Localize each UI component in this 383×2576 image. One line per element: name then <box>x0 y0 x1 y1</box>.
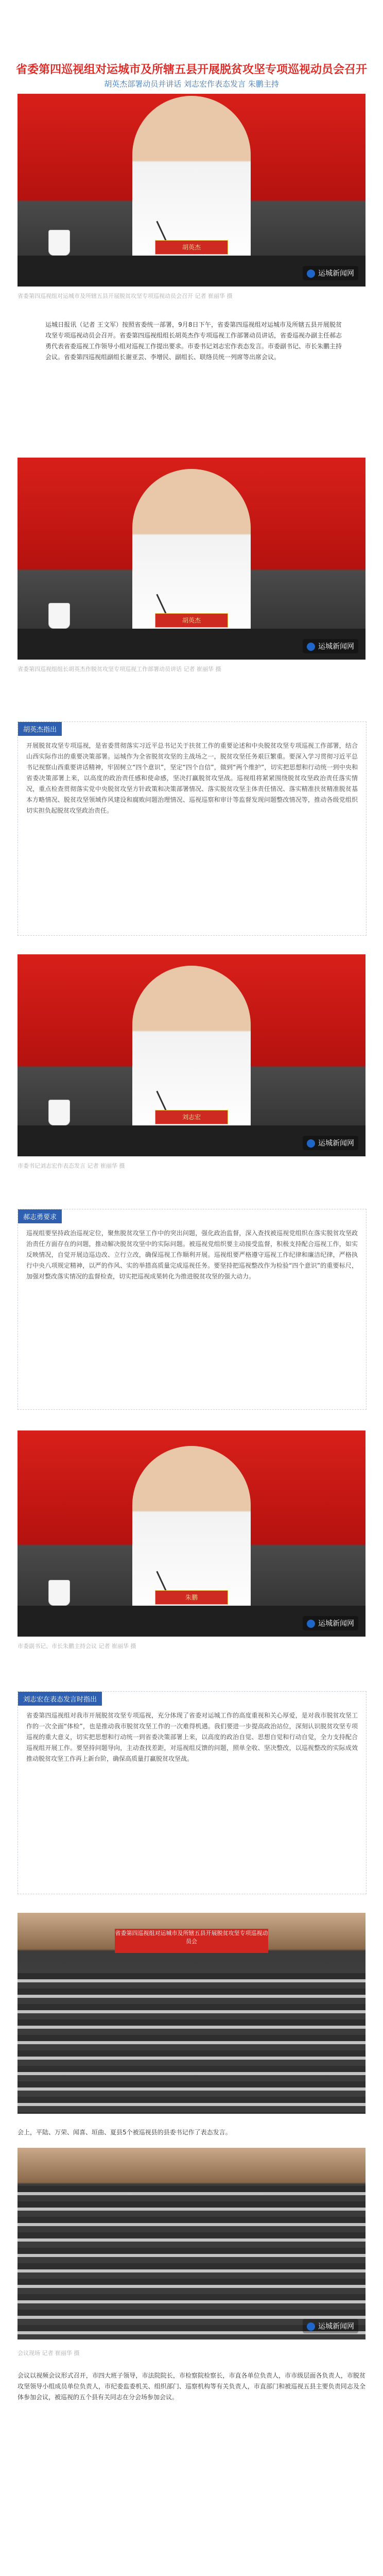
photo-caption: 省委第四巡视组对运城市及所辖五县开展脱贫攻坚专项巡视动员会召开 记者 崔丽华 摄 <box>18 293 233 299</box>
section-tag: 胡英杰指出 <box>18 722 62 736</box>
photo-caption: 市委副书记、市长朱鹏主持会议 记者 崔丽华 摄 <box>18 1643 136 1649</box>
tea-cup <box>48 603 70 629</box>
watermark-logo: 运城新闻网 <box>303 2319 358 2333</box>
news-logo-icon <box>307 1139 315 1148</box>
tea-cup <box>48 1580 70 1606</box>
watermark-logo: 运城新闻网 <box>303 266 358 280</box>
photo-meeting-speaker <box>18 94 365 287</box>
audience-rows <box>18 2186 365 2339</box>
watermark-logo: 运城新闻网 <box>303 1136 358 1150</box>
section-text: 开展脱贫攻坚专项巡视，是省委贯彻落实习近平总书记关于扶贫工作的重要论述和中央脱贫攻坚专项巡视工作部署，结合山西实际作出的重要决策部署。运城作为全省脱贫攻坚的主战场之一，脱贫攻坚任务艰巨繁重。要深入学习贯彻习近平总书记视察山西重要讲话精神，牢固树立“四个意识”，坚定“四个自信”，做到“两个维护”，切实把思想和行动统一到中央和省委决策部署上来，以高度的政治责任感和使命感，坚决打赢脱贫攻坚战。巡视组将紧紧围绕脱贫攻坚政治责任落实情况，重点检查贯彻落实党中央脱贫攻坚方针政策和决策部署情况、落实脱贫攻坚主体责任情况、落实精准扶贫精准脱贫基本方略情况、脱贫攻坚领域作风建设和腐败问题治理情况、巡视巡察和审计等监督发现问题整改情况等，推动各级党组织切实担负起脱贫攻坚政治责任。 <box>26 742 358 814</box>
quote-box <box>18 721 367 936</box>
photo-speech <box>18 1430 365 1637</box>
photo-speech <box>18 458 365 660</box>
nameplate: 刘志宏 <box>155 1110 228 1124</box>
news-logo-icon <box>307 2322 315 2331</box>
closing-paragraph: 会议以视频会议形式召开，市四大班子领导，市法院院长，市检察院检察长，市直各单位负责人，市市级层面各负责人，市脱贫攻坚领导小组成员单位负责人，市纪委监委机关、组织部门、巡察机构等有关负责人，市直部门和被巡视五县主要负责同志及全体参加会议，被巡视的五个县有关同志在分会场参加会议。 <box>18 2372 365 2401</box>
section-text: 省委第四巡视组对我市开展脱贫攻坚专项巡视，充分体现了省委对运城工作的高度重视和关心厚爱，是对我市脱贫攻坚工作的一次全面“体检”，也是推动我市脱贫攻坚工作的一次难得机遇。我们要进一步提高政治站位，深刻认识脱贫攻坚专项巡视的重大意义，切实把思想和行动统一到省委决策部署上来，以高度的政治自觉、思想自觉和行动自觉，全力支持配合巡视组开展工作。要坚持问题导向，主动查找差距，对巡视组反馈的问题，照单全收、坚决整改，以巡视整改的实际成效推动脱贫攻坚工作再上新台阶，确保高质量打赢脱贫攻坚战。 <box>26 1712 358 1762</box>
news-logo-icon <box>307 643 315 651</box>
article-subtitle: 胡英杰部署动员并讲话 刘志宏作表态发言 朱鹏主持 <box>104 79 279 89</box>
watermark-logo: 运城新闻网 <box>303 639 358 653</box>
nameplate: 朱鹏 <box>155 1590 228 1605</box>
meeting-banner: 省委第四巡视组对运城市及所辖五县开展脱贫攻坚专项巡视动员会 <box>115 1929 268 1953</box>
photo-meeting-hall <box>18 2148 365 2339</box>
tea-cup <box>48 1100 70 1125</box>
quote-box <box>18 1691 367 1894</box>
news-logo-icon <box>307 1620 315 1628</box>
watermark-logo: 运城新闻网 <box>303 1616 358 1630</box>
intro-paragraph: 运城日报讯（记者 王文军）按照省委统一部署，9月8日下午，省委第四巡视组对运城市及所辖五县开展脱贫攻坚专项巡视动员会召开。省委第四巡视组组长胡英杰作专项巡视工作部署动员讲话，省委巡视办副主任郝志勇代表省委巡视工作领导小组对巡视工作提出要求。市委书记刘志宏作表态发言。市委副书记、市长朱鹏主持会议。省委第四巡视组副组长谢亚芸、李增民、副组长、联络员统一列席等出席会议。 <box>45 321 342 361</box>
photo-caption: 会议现场 记者 崔丽华 摄 <box>18 2350 80 2356</box>
section-text: 巡视组要坚持政治巡视定位，聚焦脱贫攻坚工作中的突出问题，强化政治监督，深入查找被巡视党组织在落实脱贫攻坚政治责任方面存在的问题，推动解决脱贫攻坚中的实际问题。被巡视党组织要主动接受监督，积极支持配合巡视工作，如实反映情况，自觉开展边巡边改、立行立改，确保巡视工作顺利开展。巡视组要严格遵守巡视工作纪律和廉洁纪律，严格执行中央八项规定精神，以严的作风、实的举措高质量完成巡视任务。要坚持把巡视整改作为检验“四个意识”的重要标尺，加强对整改落实情况的监督检查，切实把巡视成果转化为推进脱贫攻坚的强大动力。 <box>26 1230 358 1280</box>
photo-caption: 市委书记刘志宏作表态发言 记者 崔丽华 摄 <box>18 1163 125 1169</box>
audience-rows <box>18 1973 365 2114</box>
quote-box <box>18 1209 367 1410</box>
article-title: 省委第四巡视组对运城市及所辖五县开展脱贫攻坚专项巡视动员会召开 <box>15 63 367 76</box>
news-logo-icon <box>307 270 315 278</box>
section-tag: 刘志宏在表态发言时指出 <box>18 1692 102 1706</box>
nameplate: 胡英杰 <box>155 613 228 628</box>
nameplate: 胡英杰 <box>155 240 228 255</box>
outro-paragraph: 会上，平陆、万荣、闻喜、垣曲、夏县5个被巡视县的县委书记作了表态发言。 <box>18 2129 232 2136</box>
tea-cup <box>48 230 70 256</box>
photo-speech <box>18 954 365 1156</box>
photo-meeting-hall <box>18 1913 365 2114</box>
photo-caption: 省委第四巡视组组长胡英杰作脱贫攻坚专项巡视工作部署动员讲话 记者 崔丽华 摄 <box>18 666 221 672</box>
section-tag: 郝志勇要求 <box>18 1209 62 1223</box>
